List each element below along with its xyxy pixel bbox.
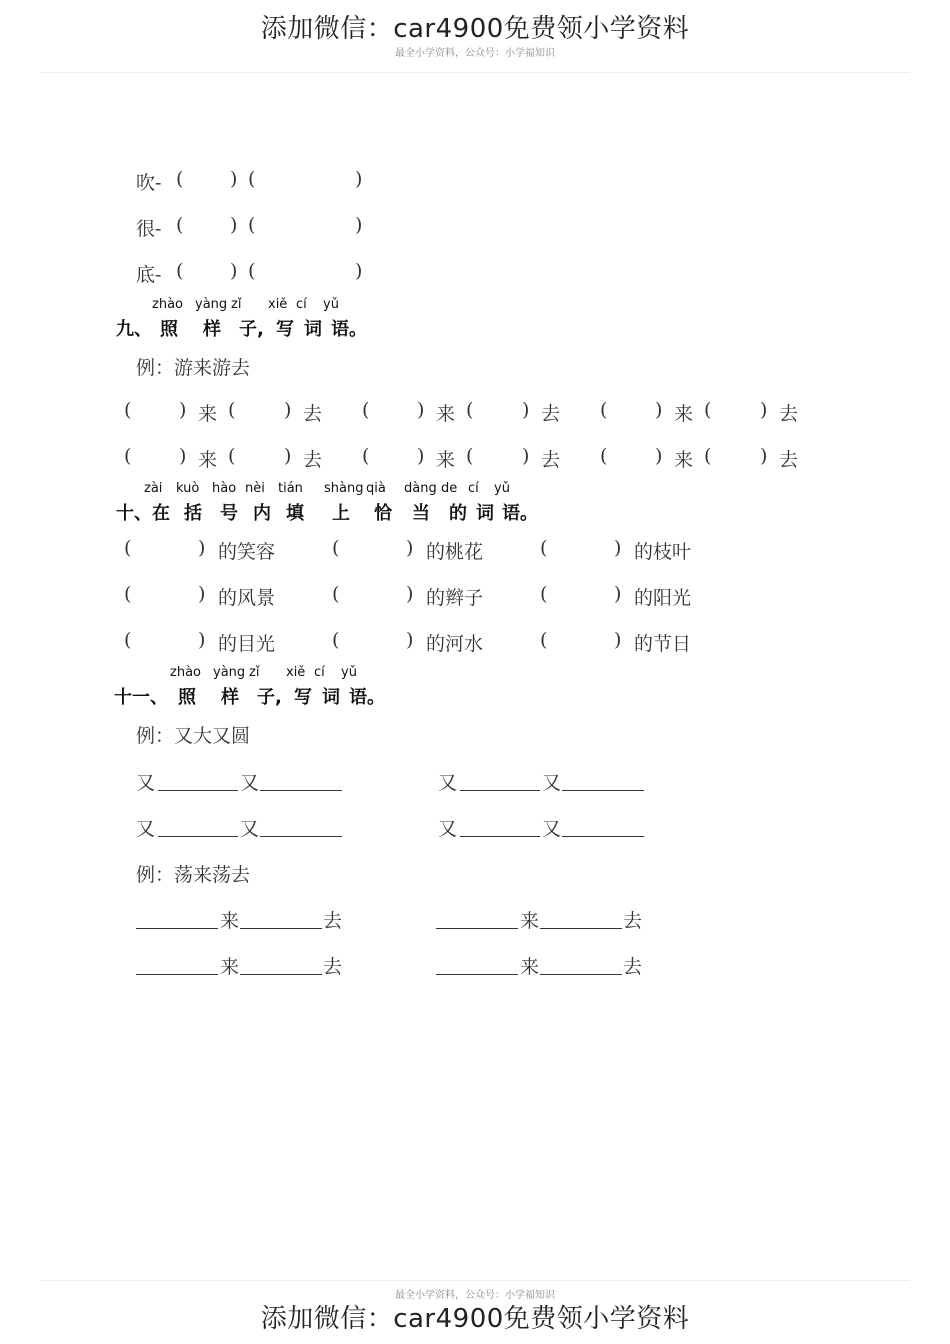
paren-open: ( [124,537,132,559]
paren-close: ) [522,445,530,467]
row-character: 吹- [136,172,162,194]
paren-close: ) [355,168,363,190]
paren-open: ( [466,399,474,421]
qu-character: 去 [623,910,643,932]
paren-open: ( [332,629,340,651]
heading-character: 当 [412,503,430,524]
pinyin-label: nèi [245,481,265,496]
qu-character: 去 [623,956,643,978]
heading-character: 样 [203,319,221,340]
answer-blank[interactable] [436,910,518,929]
you-character: 又 [240,772,260,794]
pinyin-label: zǐ [231,297,242,312]
paren-open: ( [540,537,548,559]
paren-close: ) [230,168,238,190]
phrase-text: 的枝叶 [634,541,692,563]
answer-blank[interactable] [136,910,218,929]
pinyin-label: zhào [170,665,201,680]
heading-character: 子, [239,319,264,340]
answer-blank[interactable] [436,956,518,975]
paren-close: ) [522,399,530,421]
phrase-text: 的桃花 [426,541,484,563]
qu-character: 去 [779,449,799,471]
phrase-text: 的目光 [218,633,276,655]
lai-character: 来 [198,403,218,425]
bottom-faint-text: 最全小学资料，公众号：小学福知识 [395,1290,555,1301]
top-banner: 添加微信：car4900免费领小学资料 [260,14,690,44]
paren-close: ) [284,445,292,467]
paren-close: ) [417,399,425,421]
lai-character: 来 [436,403,456,425]
paren-open: ( [704,399,712,421]
phrase-text: 的辫子 [426,587,484,609]
pinyin-label: xiě [286,665,306,680]
heading-character: 样 [221,687,239,708]
heading-character: 恰 [374,503,392,524]
you-character: 又 [542,772,562,794]
paren-close: ) [655,399,663,421]
lai-character: 来 [674,449,694,471]
paren-close: ) [179,399,187,421]
paren-close: ) [406,537,414,559]
paren-close: ) [230,260,238,282]
heading-character: 语。 [349,687,385,708]
paren-open: ( [248,260,256,282]
pinyin-label: kuò [176,481,200,496]
phrase-text: 的笑容 [218,541,276,563]
heading-character: 语。 [331,319,367,340]
section-number: 九、 [116,319,152,340]
paren-close: ) [655,445,663,467]
paren-open: ( [228,399,236,421]
qu-character: 去 [323,956,343,978]
paren-close: ) [614,583,622,605]
you-character: 又 [136,818,156,840]
paren-close: ) [406,583,414,605]
paren-open: ( [248,168,256,190]
heading-character: 上 [332,503,350,524]
row-character: 很- [136,218,162,240]
heading-character: 语。 [502,503,538,524]
section-11-example-1: 例：又大又圆 [136,725,251,747]
pinyin-label: yǔ [323,297,339,312]
paren-close: ) [284,399,292,421]
lai-character: 来 [520,910,540,932]
paren-open: ( [600,445,608,467]
qu-character: 去 [541,403,561,425]
answer-blank[interactable] [540,956,622,975]
you-character: 又 [542,818,562,840]
answer-blank[interactable] [158,818,238,837]
section-9-example: 例：游来游去 [136,357,251,379]
answer-blank[interactable] [240,910,322,929]
bottom-divider [40,1280,910,1281]
pinyin-label: shàng [324,481,364,496]
heading-character: 填 [286,503,304,524]
paren-open: ( [704,445,712,467]
answer-blank[interactable] [460,818,540,837]
answer-blank[interactable] [562,772,644,791]
pinyin-label: dàng [404,481,437,496]
section-number: 十、 [116,503,152,524]
answer-blank[interactable] [540,910,622,929]
phrase-text: 的河水 [426,633,484,655]
lai-character: 来 [220,910,240,932]
paren-close: ) [198,537,206,559]
pinyin-label: cí [296,297,307,312]
paren-close: ) [760,445,768,467]
paren-open: ( [362,445,370,467]
you-character: 又 [438,818,458,840]
answer-blank[interactable] [562,818,644,837]
paren-open: ( [176,260,184,282]
pinyin-label: de [441,481,458,496]
pinyin-label: yàng [195,297,228,312]
heading-character: 括 [184,503,202,524]
paren-open: ( [466,445,474,467]
row-character: 底- [136,264,162,286]
qu-character: 去 [323,910,343,932]
paren-close: ) [355,260,363,282]
pinyin-label: xiě [268,297,288,312]
heading-character: 在 [152,503,170,524]
phrase-text: 的风景 [218,587,276,609]
qu-character: 去 [541,449,561,471]
heading-character: 照 [178,687,196,708]
paren-close: ) [355,214,363,236]
paren-open: ( [332,583,340,605]
lai-character: 来 [198,449,218,471]
paren-open: ( [124,445,132,467]
heading-character: 的 [449,503,467,524]
section-11-example-2: 例：荡来荡去 [136,864,251,886]
pinyin-label: zài [144,481,163,496]
paren-open: ( [362,399,370,421]
paren-open: ( [540,629,548,651]
pinyin-label: qià [366,481,386,496]
heading-character: 词 [476,503,494,524]
paren-open: ( [332,537,340,559]
pinyin-label: zhào [152,297,183,312]
heading-character: 内 [253,503,271,524]
heading-character: 写 [276,319,294,340]
paren-close: ) [198,583,206,605]
paren-close: ) [614,537,622,559]
pinyin-label: yǔ [341,665,357,680]
lai-character: 来 [520,956,540,978]
pinyin-label: cí [314,665,325,680]
paren-open: ( [248,214,256,236]
qu-character: 去 [303,449,323,471]
top-faint-text: 最全小学资料，公众号：小学福知识 [395,48,555,59]
pinyin-label: hào [212,481,237,496]
pinyin-label: cí [468,481,479,496]
qu-character: 去 [779,403,799,425]
paren-close: ) [179,445,187,467]
paren-close: ) [614,629,622,651]
section-number: 十一、 [114,687,168,708]
paren-close: ) [406,629,414,651]
pinyin-label: yǔ [494,481,510,496]
heading-character: 子, [257,687,282,708]
you-character: 又 [240,818,260,840]
heading-character: 照 [160,319,178,340]
lai-character: 来 [220,956,240,978]
answer-blank[interactable] [460,772,540,791]
paren-close: ) [230,214,238,236]
heading-character: 词 [322,687,340,708]
paren-close: ) [198,629,206,651]
paren-open: ( [124,399,132,421]
paren-open: ( [228,445,236,467]
paren-open: ( [124,583,132,605]
lai-character: 来 [436,449,456,471]
answer-blank[interactable] [158,772,238,791]
heading-character: 写 [294,687,312,708]
answer-blank[interactable] [260,818,342,837]
phrase-text: 的节日 [634,633,692,655]
bottom-banner: 添加微信：car4900免费领小学资料 [260,1304,690,1334]
heading-character: 号 [220,503,238,524]
paren-close: ) [760,399,768,421]
top-divider [40,72,910,73]
you-character: 又 [136,772,156,794]
pinyin-label: tián [278,481,303,496]
paren-open: ( [600,399,608,421]
paren-close: ) [417,445,425,467]
you-character: 又 [438,772,458,794]
paren-open: ( [176,214,184,236]
pinyin-label: yàng [213,665,246,680]
pinyin-label: zǐ [249,665,260,680]
paren-open: ( [124,629,132,651]
lai-character: 来 [674,403,694,425]
answer-blank[interactable] [260,772,342,791]
phrase-text: 的阳光 [634,587,692,609]
heading-character: 词 [304,319,322,340]
paren-open: ( [540,583,548,605]
answer-blank[interactable] [136,956,218,975]
qu-character: 去 [303,403,323,425]
paren-open: ( [176,168,184,190]
answer-blank[interactable] [240,956,322,975]
